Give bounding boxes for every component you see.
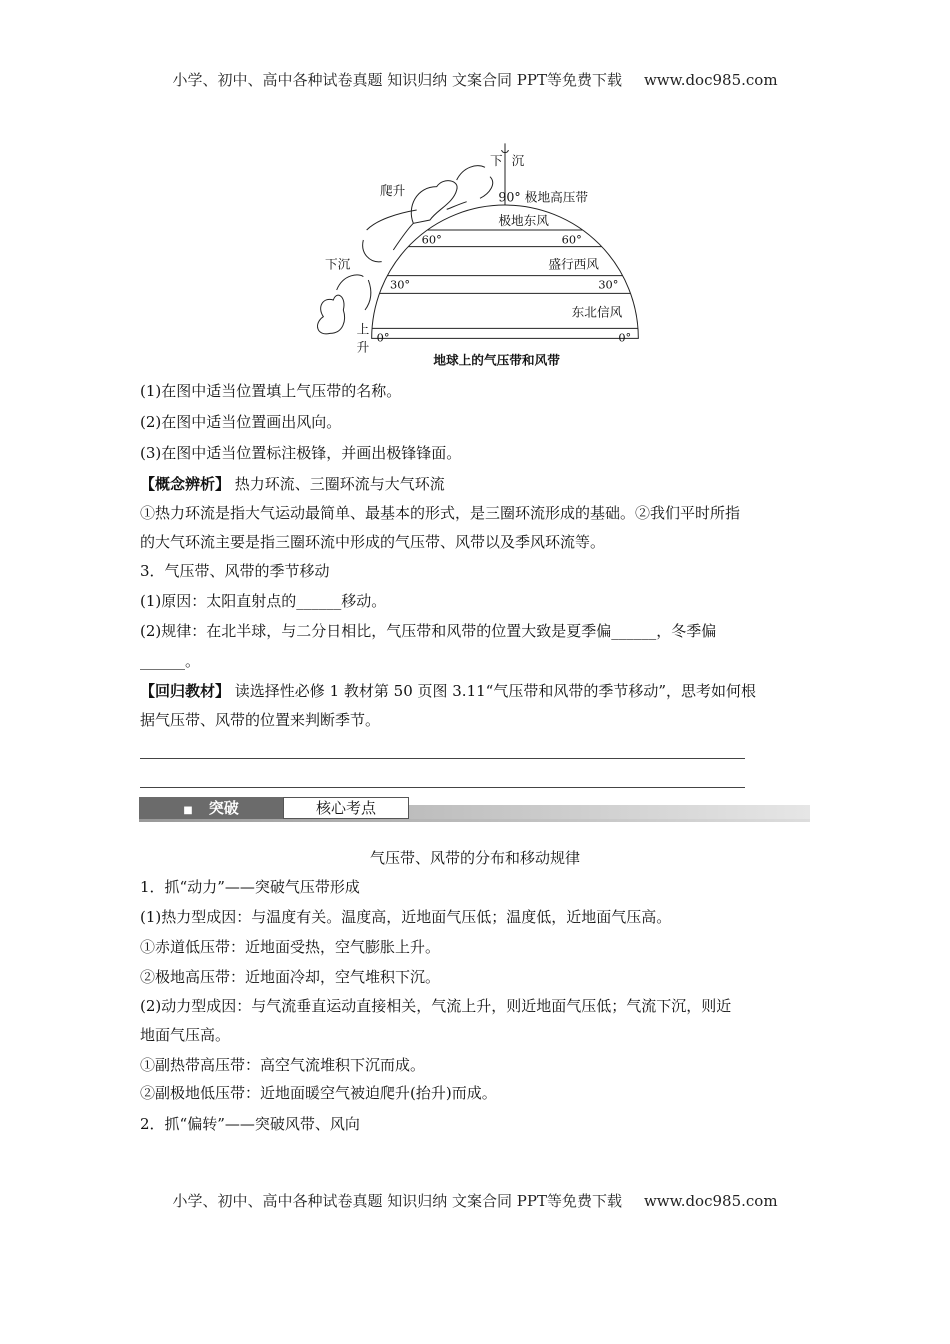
textbook-line	[140, 681, 756, 701]
section3-line: (2)规律：在北半球，与二分日相比，气压带和风带的位置大致是夏季偏______，冬季偏	[140, 622, 717, 640]
wind-arrow	[337, 275, 364, 290]
label-sink-left: 下沉	[325, 256, 351, 272]
label-rise-a: 上	[356, 321, 370, 337]
core-line: 1．抓“动力”——突破气压带形成	[140, 878, 360, 896]
cloud-lower-icon	[318, 295, 345, 334]
concept-tag: 【概念辨析】	[140, 475, 231, 493]
section-banner	[139, 797, 810, 823]
core-line: ①副热带高压带：高空气流堆积下沉而成。	[140, 1056, 426, 1074]
label-rise-b: 升	[356, 339, 370, 355]
header-text: 小学、初中、高中各种试卷真题 知识归纳 文案合同 PPT等免费下载	[172, 71, 622, 89]
page-header	[0, 69, 950, 90]
textbook-tag: 【回归教材】	[140, 682, 231, 700]
banner-base	[139, 819, 810, 822]
core-line: 2．抓“偏转”——突破风带、风向	[140, 1115, 360, 1133]
answer-line[interactable]	[140, 787, 745, 788]
wind-arrow	[367, 210, 417, 230]
label-ne-trades: 东北信风	[571, 304, 623, 320]
section3-line: ______。	[140, 652, 201, 670]
core-title: 气压带、风带的分布和移动规律	[369, 849, 580, 867]
wind-arrow	[457, 166, 485, 180]
core-line: (2)动力型成因：与气流垂直运动直接相关，气流上升，则近地面气压低；气流下沉，则近	[140, 997, 732, 1015]
concept-line: ①热力环流是指大气运动最简单、最基本的形式，是三圈环流形成的基础。②我们平时所指	[140, 504, 741, 522]
question-3: (3)在图中适当位置标注极锋，并画出极锋锋面。	[140, 444, 462, 462]
answer-line[interactable]	[140, 758, 745, 759]
core-line: (1)热力型成因：与温度有关。温度高，近地面气压低；温度低，近地面气压高。	[140, 908, 672, 926]
label-lat0-right: 0°	[618, 330, 632, 345]
banner-right: 核心考点	[283, 797, 409, 819]
wind-arrow	[393, 223, 413, 250]
core-line: ①赤道低压带：近地面受热，空气膨胀上升。	[140, 938, 441, 956]
core-line: ②副极地低压带：近地面暖空气被迫爬升(抬升)而成。	[140, 1084, 497, 1102]
square-bullet-icon: ■	[183, 805, 193, 816]
textbook-text: 读选择性必修 1 教材第 50 页图 3.11“气压带和风带的季节移动”，思考如何根	[234, 682, 757, 700]
page-footer	[0, 1190, 950, 1211]
banner-gradient	[409, 805, 810, 819]
concept-line: 的大气环流主要是指三圈环流中形成的气压带、风带以及季风环流等。	[140, 533, 606, 551]
label-sink-top: 下	[490, 153, 503, 168]
pressure-wind-belts-figure	[310, 130, 650, 374]
wind-arrow	[480, 177, 493, 199]
label-sink-top2: 沉	[511, 153, 525, 168]
footer-text: 小学、初中、高中各种试卷真题 知识归纳 文案合同 PPT等免费下载	[172, 1192, 622, 1210]
label-polar-easterlies: 极地东风	[498, 213, 549, 228]
label-polar-high: 90° 极地高压带	[498, 189, 589, 205]
wind-arrow	[365, 280, 371, 310]
figure-caption: 地球上的气压带和风带	[433, 352, 560, 368]
label-lat60-right: 60°	[561, 232, 582, 247]
section3-title: 3．气压带、风带的季节移动	[140, 562, 330, 580]
label-lat60-left: 60°	[421, 232, 442, 247]
label-lat30-left: 30°	[390, 277, 411, 292]
label-lat0-left: 0°	[376, 330, 390, 345]
question-2: (2)在图中适当位置画出风向。	[140, 413, 342, 431]
core-line: ②极地高压带：近地面冷却，空气堆积下沉。	[140, 968, 441, 986]
concept-title: 热力环流、三圈环流与大气环流	[234, 475, 445, 493]
banner-left-label: 突破	[208, 799, 239, 817]
textbook-line: 据气压带、风带的位置来判断季节。	[140, 711, 381, 729]
question-1: (1)在图中适当位置填上气压带的名称。	[140, 382, 402, 400]
section3-line: (1)原因：太阳直射点的______移动。	[140, 592, 387, 610]
concept-heading	[140, 474, 445, 494]
banner-left	[139, 797, 283, 819]
footer-url[interactable]: www.doc985.com	[643, 1192, 778, 1210]
header-url[interactable]: www.doc985.com	[643, 71, 778, 89]
label-westerlies: 盛行西风	[548, 256, 599, 272]
core-line: 地面气压高。	[140, 1026, 231, 1044]
wind-arrow	[363, 240, 382, 262]
label-lat30-right: 30°	[598, 277, 619, 292]
label-climb: 爬升	[380, 183, 406, 198]
wind-arrow	[447, 202, 467, 210]
